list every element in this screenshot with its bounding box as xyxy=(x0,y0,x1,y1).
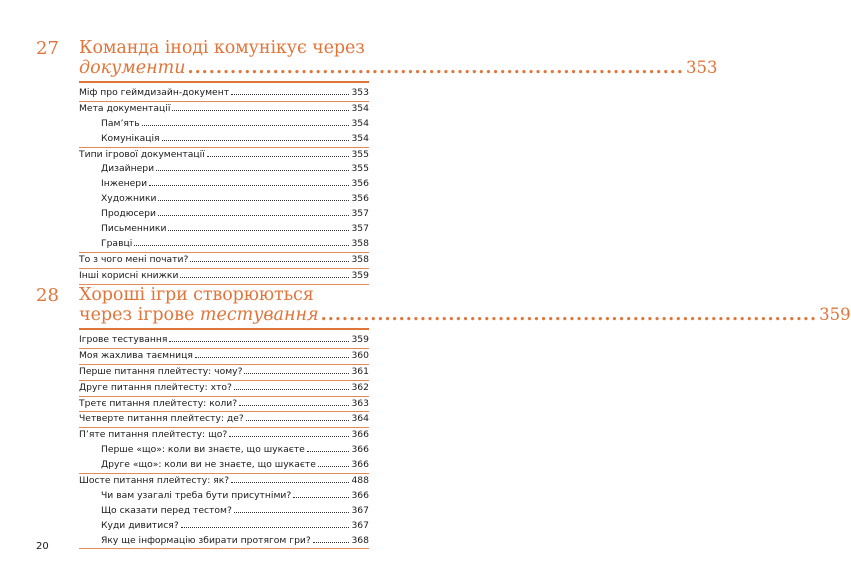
entry-page: 366 xyxy=(351,444,369,456)
entry-page: 361 xyxy=(351,365,369,377)
chapter-title-line2 xyxy=(79,58,718,78)
chapter-title-line1: Команда іноді комунікує через xyxy=(79,38,365,58)
entry-title: Ігрове тестування xyxy=(79,334,168,345)
toc-subentry[interactable] xyxy=(101,207,369,222)
group-separator xyxy=(79,252,369,253)
chapter-title-line2 xyxy=(79,305,851,325)
toc-subentry[interactable] xyxy=(101,162,369,177)
leader-dots xyxy=(156,170,349,171)
group-separator xyxy=(79,147,369,148)
entry-title: Яку ще інформацію збирати протягом гри? xyxy=(101,534,311,546)
toc-subentry[interactable] xyxy=(101,458,369,473)
chapter-entries xyxy=(79,86,369,285)
entry-page: 366 xyxy=(351,489,369,501)
entry-title: Інші корисні книжки xyxy=(79,269,179,281)
leader-dots xyxy=(318,466,350,467)
entry-title: Письменники xyxy=(101,223,167,235)
entry-title: То з чого мені почати? xyxy=(79,253,189,265)
leader-dots xyxy=(313,542,350,543)
entry-title: Друге питання плейтесту: хто? xyxy=(79,381,232,393)
leader-dots xyxy=(293,497,349,498)
entry-title: Третє питання плейтесту: коли? xyxy=(79,397,238,409)
entry-page: 355 xyxy=(351,163,369,175)
entry-page: 353 xyxy=(351,87,369,98)
group-separator xyxy=(79,396,369,397)
group-separator xyxy=(79,427,369,428)
leader-dots xyxy=(307,451,350,452)
leader-dots xyxy=(231,482,349,483)
toc-entry[interactable] xyxy=(79,365,369,380)
leader-dots xyxy=(158,200,349,201)
leader-dots xyxy=(234,389,350,390)
chapter-page: 359 xyxy=(819,305,851,324)
entry-page: 488 xyxy=(351,475,369,487)
entry-page: 357 xyxy=(351,208,369,220)
toc-subentry[interactable] xyxy=(101,519,369,534)
toc-entry[interactable] xyxy=(79,428,369,443)
entry-page: 355 xyxy=(351,148,369,160)
toc-subentry[interactable] xyxy=(101,504,369,519)
entry-page: 354 xyxy=(351,102,369,114)
entry-title: Комунікація xyxy=(101,132,160,144)
entry-page: 357 xyxy=(351,223,369,235)
entry-page: 367 xyxy=(351,519,369,531)
leader-dots xyxy=(134,245,349,246)
entry-page: 359 xyxy=(351,334,369,345)
leader-dots xyxy=(231,94,349,95)
entry-title: Художники xyxy=(101,193,157,205)
toc-subentry[interactable] xyxy=(101,177,369,192)
entry-page: 358 xyxy=(351,253,369,265)
entry-title: П’яте питання плейтесту: що? xyxy=(79,429,228,441)
leader-dots xyxy=(195,357,350,358)
entry-title: Четверте питання плейтесту: де? xyxy=(79,413,244,425)
entry-page: 354 xyxy=(351,117,369,129)
entry-title: Моя жахлива таємниця xyxy=(79,349,193,361)
leader-dots xyxy=(162,140,350,141)
toc-entry[interactable] xyxy=(79,86,369,101)
group-separator xyxy=(79,548,369,549)
chapter-28 xyxy=(36,285,851,549)
leader-dots xyxy=(168,230,349,231)
entry-page: 362 xyxy=(351,381,369,393)
toc-entry[interactable] xyxy=(79,474,369,489)
chapter-rule xyxy=(79,328,369,330)
leader-dots xyxy=(207,156,350,157)
leader-dots xyxy=(244,373,349,374)
page-number: 20 xyxy=(36,541,49,552)
entry-page: 359 xyxy=(351,269,369,281)
entry-page: 356 xyxy=(351,193,369,205)
entry-title: Перше питання плейтесту: чому? xyxy=(79,365,243,377)
chapter-page: 353 xyxy=(685,58,718,77)
entry-page: 360 xyxy=(351,349,369,361)
chapter-title-line1: Хороші ігри створюються xyxy=(79,285,314,305)
toc-entry[interactable] xyxy=(79,102,369,117)
leader-dots xyxy=(181,527,350,528)
leader-dots xyxy=(239,405,349,406)
chapter-title-plain: через ігрове xyxy=(79,305,200,325)
group-separator xyxy=(79,473,369,474)
toc-subentry[interactable] xyxy=(101,534,369,549)
leader-dots xyxy=(234,512,350,513)
entry-page: 356 xyxy=(351,178,369,190)
entry-page: 354 xyxy=(351,132,369,144)
entry-page: 358 xyxy=(351,237,369,249)
entry-title: Мета документації xyxy=(79,102,171,114)
chapter-heading xyxy=(36,38,718,78)
toc-subentry[interactable] xyxy=(101,443,369,458)
toc-entry[interactable] xyxy=(79,381,369,396)
chapter-27 xyxy=(36,38,718,285)
toc-subentry[interactable] xyxy=(101,237,369,252)
toc-entry[interactable] xyxy=(79,253,369,268)
toc-subentry[interactable] xyxy=(101,117,369,132)
toc-entry[interactable] xyxy=(79,412,369,427)
chapter-title-italic: тестування xyxy=(199,305,319,325)
toc-entry[interactable] xyxy=(79,333,369,348)
entry-title: Пам’ять xyxy=(101,117,140,129)
entry-page: 366 xyxy=(351,429,369,441)
entry-title: Куди дивитися? xyxy=(101,519,179,531)
chapter-entries xyxy=(79,333,369,549)
toc-subentry[interactable] xyxy=(101,192,369,207)
leader-dots xyxy=(229,436,349,437)
leader-dots xyxy=(142,125,350,126)
leader-dots: ...................................................................... xyxy=(187,58,684,78)
toc-subentry[interactable] xyxy=(101,489,369,504)
entry-title: Міф про геймдизайн-документ xyxy=(79,87,230,98)
entry-title: Друге «що»: коли ви не знаєте, що шукаєте xyxy=(101,459,316,471)
chapter-title-italic: документи xyxy=(79,58,186,78)
entry-page: 363 xyxy=(351,397,369,409)
toc-entry[interactable] xyxy=(79,148,369,163)
entry-page: 367 xyxy=(351,504,369,516)
entry-title: Шосте питання плейтесту: як? xyxy=(79,475,230,487)
chapter-title xyxy=(79,285,851,325)
toc-subentry[interactable] xyxy=(101,132,369,147)
toc-subentry[interactable] xyxy=(101,222,369,237)
entry-title: Чи вам узагалі треба бути присутніми? xyxy=(101,489,292,501)
entry-page: 364 xyxy=(351,413,369,425)
group-separator xyxy=(79,268,369,269)
entry-title: Продюсери xyxy=(101,208,156,220)
chapter-number: 27 xyxy=(36,38,59,59)
leader-dots xyxy=(190,261,349,262)
chapter-heading xyxy=(36,285,851,325)
entry-title: Що сказати перед тестом? xyxy=(101,504,232,516)
leader-dots: ...................................................................... xyxy=(320,305,818,325)
entry-title: Дизайнери xyxy=(101,163,155,175)
group-separator xyxy=(79,380,369,381)
leader-dots xyxy=(246,420,350,421)
entry-page: 368 xyxy=(351,534,369,546)
group-separator xyxy=(79,348,369,349)
chapter-title xyxy=(79,38,718,78)
entry-title: Гравці xyxy=(101,237,133,249)
leader-dots xyxy=(172,110,349,111)
entry-page: 366 xyxy=(351,459,369,471)
entry-title: Інженери xyxy=(101,178,148,190)
group-separator xyxy=(79,101,369,102)
leader-dots xyxy=(158,215,349,216)
toc-entry[interactable] xyxy=(79,397,369,412)
leader-dots xyxy=(169,341,349,342)
leader-dots xyxy=(180,277,349,278)
group-separator xyxy=(79,364,369,365)
entry-title: Перше «що»: коли ви знаєте, що шукаєте xyxy=(101,444,305,456)
chapter-number: 28 xyxy=(36,285,59,306)
chapter-rule xyxy=(79,81,369,83)
group-separator xyxy=(79,411,369,412)
entry-title: Типи ігрової документації xyxy=(79,148,205,160)
leader-dots xyxy=(149,185,349,186)
toc-entry[interactable] xyxy=(79,269,369,284)
toc-entry[interactable] xyxy=(79,349,369,364)
